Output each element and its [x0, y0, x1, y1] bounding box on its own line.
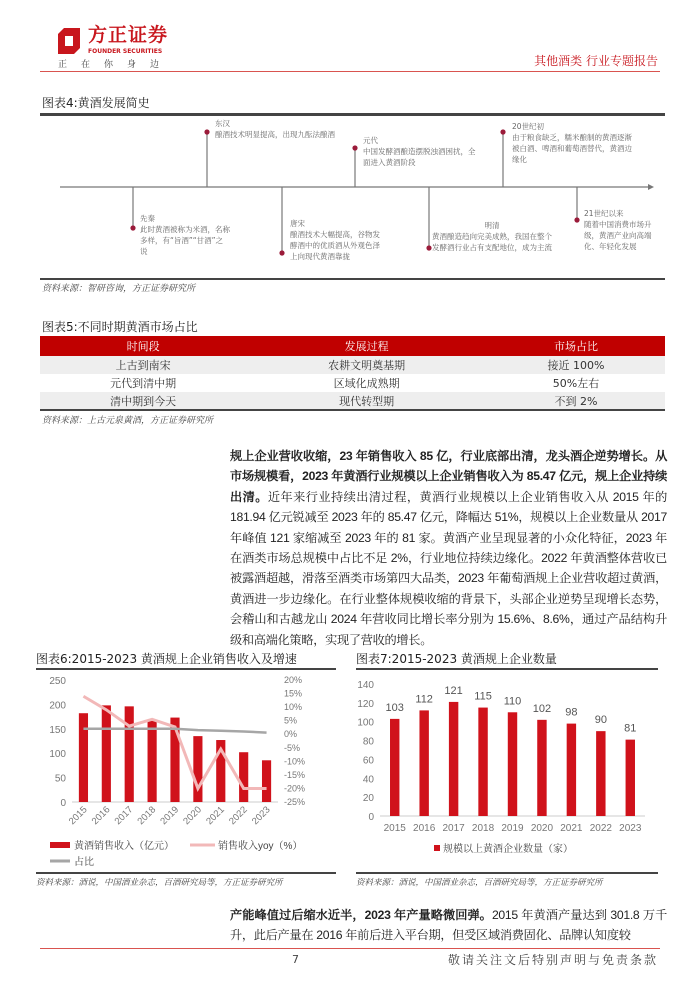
timeline-desc: 中国发酵酒酿造摆脱浊酒困扰，全面进入黄酒阶段 — [363, 147, 476, 167]
timeline-era: 唐宋 — [290, 219, 305, 228]
y-tick-right: -20% — [284, 783, 306, 794]
timeline-desc: 随着中国消费市场升级，黄酒产业向高端化、年轻化发展 — [584, 220, 652, 251]
table-row — [40, 356, 665, 374]
page-number: 7 — [292, 953, 299, 966]
data-label: 112 — [415, 693, 433, 706]
data-label: 103 — [385, 701, 404, 714]
y-tick-right: 0% — [284, 729, 298, 740]
y-tick-left: 200 — [49, 700, 66, 712]
timeline-desc: 此时黄酒被称为米酒，名称多样，有“旨酒”“甘酒”之说 — [140, 225, 230, 256]
revenue-bar — [79, 713, 88, 802]
x-tick: 2022 — [589, 823, 612, 834]
col-header: 市场占比 — [487, 336, 665, 356]
x-tick: 2015 — [66, 804, 90, 828]
cell: 50%左右 — [552, 377, 600, 390]
y-tick-right: 10% — [284, 702, 303, 713]
fig7-title: 图表7:2015-2023 黄酒规上企业数量 — [356, 652, 557, 666]
revenue-chart — [30, 672, 340, 870]
timeline-event — [584, 208, 659, 252]
count-bar — [508, 712, 517, 816]
y-tick-left: 250 — [49, 676, 66, 687]
fig5-source: 资料来源：上古元泉黄酒，方正证券研究所 — [42, 416, 214, 426]
timeline-dot — [279, 250, 284, 255]
cell: 元代到清中期 — [110, 377, 177, 390]
fig7-source: 资料来源：酒说，中国酒业杂志，百酒研究局等，方正证券研究所 — [356, 878, 603, 888]
timeline-desc: 酿酒技术明显提高，出现九酝法酿酒 — [215, 130, 335, 139]
timeline-era: 21世纪以来 — [584, 209, 624, 218]
y-tick: 120 — [357, 698, 374, 710]
legend-label: 占比 — [74, 857, 94, 868]
logo-text: 方正证券 — [88, 24, 169, 46]
paragraph-text: 2015 年黄酒产量达到 301.8 万千升，此后产量在 2016 年前后进入平台期，但受区域消费固化、品牌认知度较 — [230, 908, 667, 943]
data-label: 121 — [444, 684, 463, 697]
timeline-event — [290, 218, 385, 262]
timeline-event — [512, 121, 637, 165]
y-tick-right: -15% — [284, 769, 306, 780]
fig6-bottom-rule — [36, 872, 336, 874]
revenue-bar — [148, 721, 157, 802]
header-divider — [40, 71, 660, 72]
x-tick: 2019 — [501, 823, 524, 834]
x-tick: 2015 — [383, 823, 406, 834]
x-tick: 2023 — [619, 823, 642, 834]
table-header-row — [40, 336, 665, 356]
count-bar — [567, 724, 576, 816]
timeline-event — [432, 220, 552, 253]
revenue-bar — [262, 760, 271, 802]
timeline-desc: 由于粮食缺乏，糯米酿制的黄酒逐渐被白酒、啤酒和葡萄酒替代，黄酒边缘化 — [512, 133, 632, 164]
market-share-table — [40, 336, 665, 411]
report-category: 其他酒类 行业专题报告 — [534, 54, 658, 68]
count-bar — [390, 719, 399, 816]
y-tick-right: -25% — [284, 797, 306, 807]
data-label: 98 — [565, 706, 578, 719]
timeline-dot — [352, 145, 357, 150]
cell: 农耕文明奠基期 — [246, 356, 487, 374]
count-bar — [419, 710, 428, 816]
cell: 现代转型期 — [246, 392, 487, 410]
timeline-desc: 黄酒酿造趋向完美成熟，我国在整个发酵酒行业占有支配地位，成为主流 — [432, 232, 552, 252]
timeline-event — [363, 135, 478, 168]
timeline-era: 20世纪初 — [512, 122, 545, 131]
legend-swatch-revenue — [50, 842, 70, 848]
body-paragraph — [230, 446, 667, 650]
table-row — [40, 392, 665, 410]
data-label: 102 — [532, 702, 552, 715]
timeline-event — [140, 213, 230, 257]
x-tick: 2018 — [471, 823, 495, 834]
slogan: 正在你身边 — [58, 60, 174, 70]
timeline-desc: 酿酒技术大幅提高，谷物发酵酒中的优质酒从外观色泽上向现代黄酒靠拢 — [290, 230, 380, 261]
cell: 清中期到今天 — [40, 392, 246, 410]
timeline-dot — [500, 129, 505, 134]
revenue-bar — [102, 705, 111, 802]
y-tick: 40 — [362, 774, 374, 786]
revenue-bar — [193, 736, 202, 802]
fig6-title: 图表6:2015-2023 黄酒规上企业销售收入及增速 — [36, 652, 297, 666]
col-header: 发展过程 — [246, 336, 487, 356]
col-header: 时间段 — [40, 336, 246, 356]
count-bar — [596, 731, 605, 816]
count-bar — [537, 720, 546, 816]
x-tick: 2020 — [530, 823, 554, 834]
y-tick-right: 15% — [284, 688, 303, 699]
fig4-bottom-rule — [40, 278, 665, 280]
paragraph-lead: 产能峰值过后缩水近半，2023 年产量略微回弹。 — [230, 908, 492, 922]
x-tick: 2018 — [135, 804, 159, 828]
y-tick-right: 5% — [284, 715, 298, 726]
y-tick-left: 100 — [49, 749, 66, 761]
data-label: 115 — [474, 690, 492, 703]
timeline-dot — [574, 217, 579, 222]
x-tick: 2016 — [413, 823, 436, 834]
footer-divider — [40, 948, 660, 949]
legend-label: 销售收入yoy（%） — [218, 841, 303, 852]
x-tick: 2021 — [204, 804, 227, 828]
timeline-dot — [426, 245, 431, 250]
y-tick-left: 50 — [54, 773, 66, 785]
logo-icon — [58, 28, 80, 54]
timeline-dot — [204, 129, 209, 134]
cell: 区域化成熟期 — [333, 377, 400, 390]
count-bar — [449, 702, 458, 816]
cell: 接近 100% — [487, 356, 665, 374]
x-tick: 2016 — [89, 804, 113, 828]
timeline-dot — [130, 225, 135, 230]
fig7-rule — [356, 668, 658, 670]
revenue-bar — [239, 752, 248, 802]
legend-label: 规模以上黄酒企业数量（家） — [443, 844, 573, 855]
fig4-title: 图表4:黄酒发展简史 — [42, 96, 150, 110]
y-tick-left: 0 — [60, 798, 66, 809]
y-tick: 100 — [357, 717, 374, 729]
timeline-era: 明清 — [484, 221, 500, 230]
timeline-era: 东汉 — [215, 119, 230, 128]
data-label: 90 — [594, 714, 607, 727]
y-tick: 80 — [362, 736, 374, 748]
cell: 上古到南宋 — [40, 356, 246, 374]
x-tick: 2017 — [442, 823, 465, 834]
table-row — [40, 374, 665, 392]
x-tick: 2019 — [158, 804, 182, 828]
y-tick-left: 150 — [49, 724, 66, 736]
enterprise-count-chart — [350, 672, 660, 862]
x-tick: 2021 — [560, 823, 583, 834]
y-tick: 140 — [357, 680, 374, 691]
y-tick-right: -10% — [284, 756, 306, 767]
paragraph-text: 近年来行业持续出清过程，黄酒行业规模以上企业销售收入从 2015 年的 181.94 亿元锐减至 2023 年的 85.47 亿元，降幅达 51%，规模以上企业数量从 2017 年峰值 121 家缩减至 2023 年的 81 家。黄酒产业呈现显著的小众化特征，2023 年在酒类市场总规模中占比不足 2%，行业地位持续边缘化。2022 年黄酒整体营收已被露酒超越，滑落至酒类市场第四大品类，2023 年葡萄酒规上企业营收超过黄酒，黄酒进一步边缘化。在行业整体规模收缩的背景下，头部企业逆势呈现增长态势，会稽山和古越龙山 2024 年营收同比增长率分别为 15.6%、8.6%，通过产品结构升级和高端化策略，实现了营收的增长。 — [230, 489, 667, 647]
x-tick: 2020 — [181, 804, 205, 828]
y-tick-right: -5% — [284, 742, 301, 753]
fig6-source: 资料来源：酒说，中国酒业杂志，百酒研究局等，方正证券研究所 — [36, 878, 283, 888]
timeline-event — [215, 118, 335, 140]
data-label: 110 — [503, 695, 522, 708]
y-tick: 20 — [362, 793, 374, 805]
count-bar — [626, 740, 635, 816]
count-bar — [478, 708, 487, 816]
fig5-title: 图表5:不同时期黄酒市场占比 — [42, 320, 198, 334]
timeline-era: 先秦 — [140, 214, 155, 223]
x-tick: 2022 — [227, 804, 250, 828]
y-tick: 60 — [362, 755, 374, 767]
y-tick-right: 20% — [284, 675, 303, 685]
paragraph-lead: 规上企业营收收缩，23 年销售收入 85 亿，行业底部出清，龙头酒企逆势增长。从市场规模看，2023 年黄酒行业规模以上企业销售收入为 85.47 亿元，规上企业持续出清。 — [230, 449, 667, 504]
x-tick: 2017 — [112, 804, 136, 828]
fig4-source: 资料来源：智研咨询，方正证券研究所 — [42, 284, 196, 294]
revenue-bar — [125, 706, 134, 802]
legend-swatch — [434, 845, 440, 851]
logo-subtext: FOUNDER SECURITIES — [88, 48, 163, 55]
x-tick: 2023 — [249, 804, 273, 828]
fig6-rule — [36, 668, 336, 670]
fig7-bottom-rule — [356, 872, 658, 874]
disclaimer-note: 敬请关注文后特别声明与免责条款 — [447, 953, 658, 967]
timeline-era: 元代 — [363, 136, 378, 145]
body-paragraph-2 — [230, 905, 667, 946]
y-tick: 0 — [368, 812, 374, 823]
cell: 不到 2% — [487, 392, 665, 410]
legend-label: 黄酒销售收入（亿元） — [74, 841, 174, 852]
data-label: 81 — [624, 722, 637, 735]
